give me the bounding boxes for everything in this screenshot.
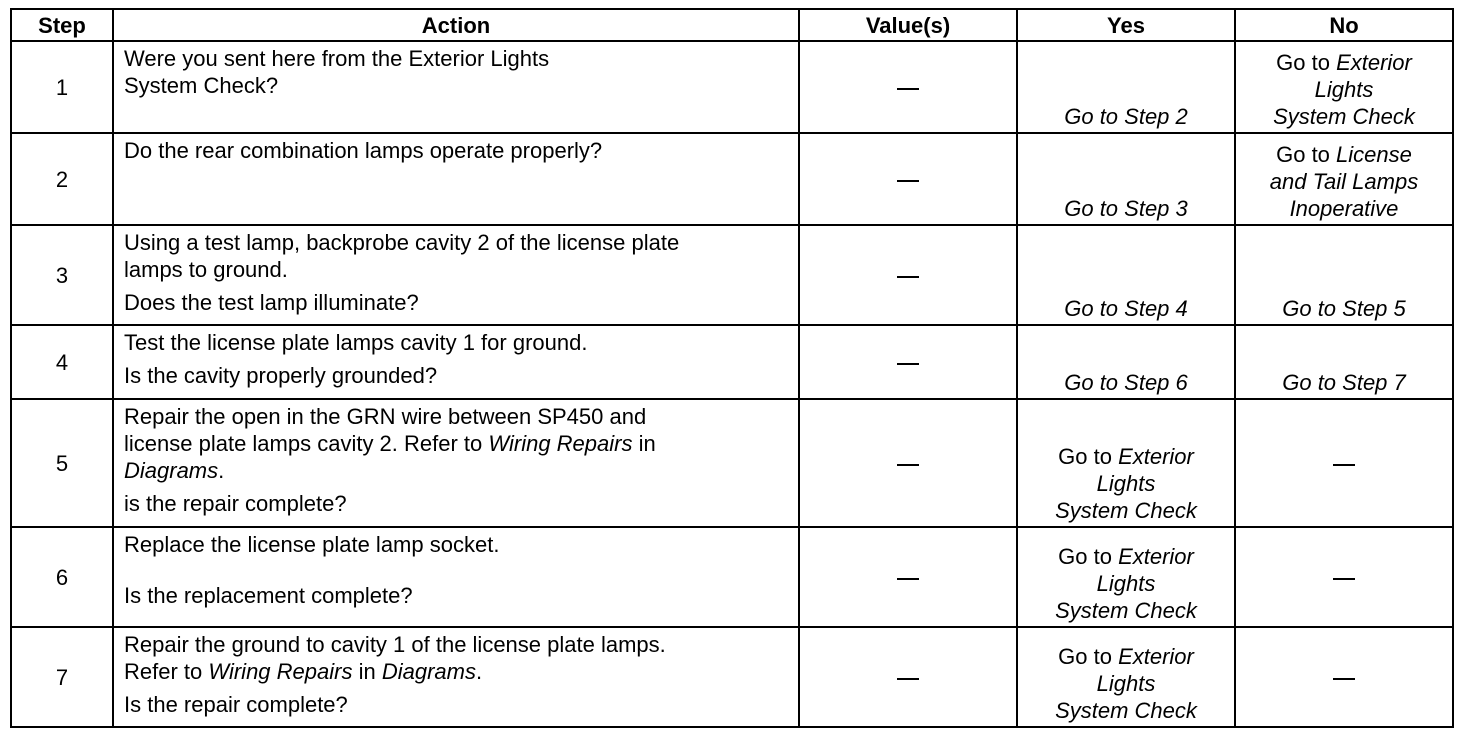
value-cell (799, 527, 1017, 627)
header-row (11, 9, 1453, 41)
table-row (11, 133, 1453, 225)
yes-prefix: Go to (1058, 444, 1112, 469)
action-cell (113, 133, 799, 225)
no-cell (1235, 399, 1453, 527)
no-link[interactable]: Inoperative (1289, 196, 1399, 221)
table-row (11, 325, 1453, 399)
yes-link[interactable]: Lights (1096, 671, 1156, 696)
no-link[interactable]: Exterior (1336, 50, 1412, 75)
yes-cell (1017, 527, 1235, 627)
step-number: 6 (11, 527, 113, 627)
action-question: Is the cavity properly grounded? (124, 363, 438, 388)
action-cell (113, 325, 799, 399)
dash (897, 464, 919, 466)
action-text: Refer to (124, 659, 203, 684)
yes-link[interactable]: System Check (1055, 598, 1197, 623)
yes-link[interactable]: Exterior (1118, 544, 1194, 569)
action-text: lamps to ground. (124, 257, 288, 282)
dash (1333, 678, 1355, 680)
yes-link[interactable]: System Check (1055, 698, 1197, 723)
action-text: Test the license plate lamps cavity 1 for ground. (124, 330, 588, 355)
action-text: Do the rear combination lamps operate properly? (124, 138, 603, 163)
action-question: Is the replacement complete? (124, 583, 413, 608)
no-cell (1235, 225, 1453, 325)
yes-link[interactable]: Exterior (1118, 644, 1194, 669)
wiring-repairs-link[interactable]: Wiring Repairs (208, 659, 353, 684)
value-cell (799, 399, 1017, 527)
no-cell (1235, 133, 1453, 225)
dash (897, 363, 919, 365)
yes-cell (1017, 627, 1235, 727)
table-row (11, 527, 1453, 627)
header-action: Action (113, 9, 799, 41)
dash (897, 678, 919, 680)
step-number: 3 (11, 225, 113, 325)
dash (897, 578, 919, 580)
action-cell (113, 41, 799, 133)
action-text: Replace the license plate lamp socket. (124, 532, 500, 557)
action-text: Repair the ground to cavity 1 of the license plate lamps. (124, 632, 666, 657)
table-row (11, 225, 1453, 325)
yes-link[interactable]: Go to Step 2 (1064, 104, 1188, 129)
action-text: . (475, 659, 483, 684)
yes-prefix: Go to (1058, 644, 1112, 669)
no-cell (1235, 627, 1453, 727)
no-cell (1235, 41, 1453, 133)
dash (897, 276, 919, 278)
table-row (11, 399, 1453, 527)
dash (1333, 464, 1355, 466)
no-link[interactable]: System Check (1273, 104, 1415, 129)
yes-prefix: Go to (1058, 544, 1112, 569)
no-cell (1235, 527, 1453, 627)
yes-link[interactable]: System Check (1055, 498, 1197, 523)
action-text: Using a test lamp, backprobe cavity 2 of the license plate (124, 230, 680, 255)
yes-link[interactable]: Go to Step 6 (1064, 370, 1188, 395)
action-text: Repair the open in the GRN wire between SP450 and (124, 404, 647, 429)
value-cell (799, 41, 1017, 133)
yes-cell (1017, 133, 1235, 225)
value-cell (799, 325, 1017, 399)
dash (897, 88, 919, 90)
yes-cell (1017, 325, 1235, 399)
no-link[interactable]: Lights (1314, 77, 1374, 102)
action-text-line (124, 457, 788, 484)
diagrams-link[interactable]: Diagrams (381, 659, 476, 684)
step-number: 1 (11, 41, 113, 133)
no-link[interactable]: and Tail Lamps (1269, 169, 1419, 194)
action-question: Does the test lamp illuminate? (124, 290, 419, 315)
table-row (11, 627, 1453, 727)
step-number: 7 (11, 627, 113, 727)
action-cell (113, 627, 799, 727)
no-link[interactable]: Go to Step 7 (1282, 370, 1406, 395)
action-text-line (124, 658, 788, 685)
dash (1333, 578, 1355, 580)
action-cell (113, 399, 799, 527)
yes-link[interactable]: Lights (1096, 471, 1156, 496)
action-cell (113, 225, 799, 325)
yes-link[interactable]: Exterior (1118, 444, 1194, 469)
action-question: is the repair complete? (124, 491, 347, 516)
header-step: Step (11, 9, 113, 41)
action-text: Were you sent here from the Exterior Lights (124, 46, 550, 71)
action-text: . (218, 458, 225, 483)
wiring-repairs-link[interactable]: Wiring Repairs (488, 431, 633, 456)
diagrams-link[interactable]: Diagrams (124, 458, 219, 483)
no-link[interactable]: License (1336, 142, 1412, 167)
yes-cell (1017, 225, 1235, 325)
action-text: in (358, 659, 376, 684)
action-question: Is the repair complete? (124, 692, 348, 717)
action-text: license plate lamps cavity 2. Refer to (124, 431, 483, 456)
yes-cell (1017, 41, 1235, 133)
header-yes: Yes (1017, 9, 1235, 41)
action-text-line (124, 430, 788, 457)
no-link[interactable]: Go to Step 5 (1282, 296, 1406, 321)
no-cell (1235, 325, 1453, 399)
yes-link[interactable]: Go to Step 4 (1064, 296, 1188, 321)
no-prefix: Go to (1276, 142, 1330, 167)
value-cell (799, 133, 1017, 225)
step-number: 5 (11, 399, 113, 527)
step-number: 4 (11, 325, 113, 399)
yes-cell (1017, 399, 1235, 527)
diagnostic-table (10, 8, 1454, 728)
action-text: in (638, 431, 656, 456)
no-prefix: Go to (1276, 50, 1330, 75)
yes-link[interactable]: Lights (1096, 571, 1156, 596)
dash (897, 180, 919, 182)
step-number: 2 (11, 133, 113, 225)
action-cell (113, 527, 799, 627)
value-cell (799, 225, 1017, 325)
header-no: No (1235, 9, 1453, 41)
value-cell (799, 627, 1017, 727)
header-values: Value(s) (799, 9, 1017, 41)
yes-link[interactable]: Go to Step 3 (1064, 196, 1188, 221)
table-row (11, 41, 1453, 133)
action-text: System Check? (124, 73, 279, 98)
